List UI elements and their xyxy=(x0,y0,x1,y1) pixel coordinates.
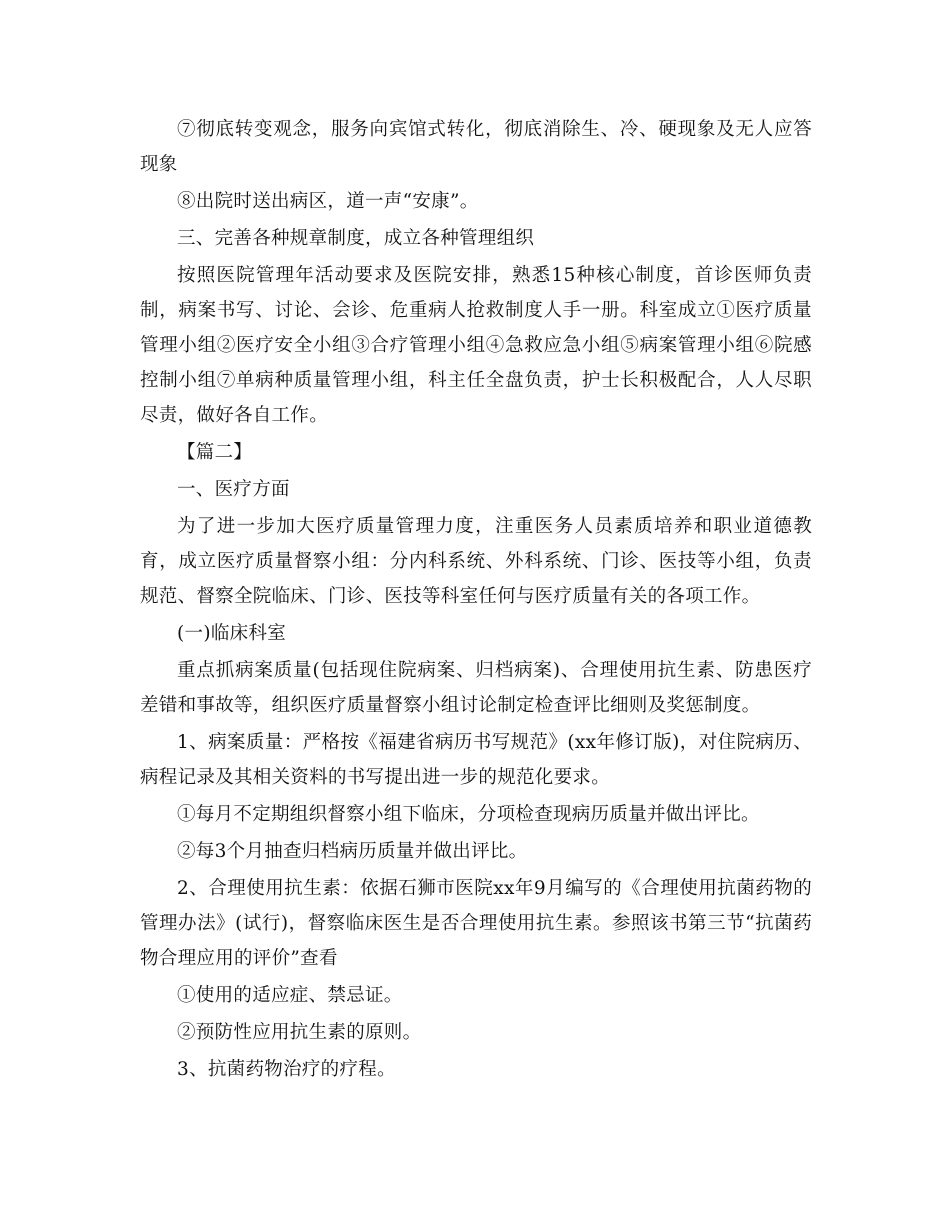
paragraph: 为了进一步加大医疗质量管理力度，注重医务人员素质培养和职业道德教育，成立医疗质量督察小组：分内科系统、外科系统、门诊、医技等小组，负责规范、督察全院临床、门诊、医技等科室任何与医疗质量有关的各项工作。 xyxy=(140,516,812,607)
section-heading: 三、完善各种规章制度，成立各种管理组织 xyxy=(177,228,535,249)
paragraph: 按照医院管理年活动要求及医院安排，熟悉15种核心制度，首诊医师负责制，病案书写、讨论、会诊、危重病人抢救制度人手一册。科室成立①医疗质量管理小组②医疗安全小组③合疗管理小组④急救应急小组⑤病案管理小组⑥院感控制小组⑦单病种质量管理小组，科主任全盘负责，护士长积极配合，人人尽职尽责，做好各自工作。 xyxy=(140,265,812,426)
paragraph: ⑧出院时送出病区，道一声“安康”。 xyxy=(177,191,479,212)
section-heading: 一、医疗方面 xyxy=(177,479,290,500)
list-item: 3、抗菌药物治疗的疗程。 xyxy=(177,1059,396,1080)
list-item: ①每月不定期组织督察小组下临床，分项检查现病历质量并做出评比。 xyxy=(177,804,760,825)
paragraph: 1、病案质量：严格按《福建省病历书写规范》(xx年修订版)，对住院病历、病程记录及其相关资料的书写提出进一步的规范化要求。 xyxy=(140,732,812,788)
paragraph: 2、合理使用抗生素：依据石狮市医院xx年9月编写的《合理使用抗菌药物的管理办法》(试行)，督察临床医生是否合理使用抗生素。参照该书第三节“抗菌药物合理应用的评价”查看 xyxy=(140,878,812,969)
list-item: ①使用的适应症、禁忌证。 xyxy=(177,985,403,1006)
paragraph: 重点抓病案质量(包括现住院病案、归档病案)、合理使用抗生素、防患医疗差错和事故等，组织医疗质量督察小组讨论制定检查评比细则及奖惩制度。 xyxy=(140,660,812,716)
list-item: ②预防性应用抗生素的原则。 xyxy=(177,1022,422,1043)
paragraph: ⑦彻底转变观念，服务向宾馆式转化，彻底消除生、冷、硬现象及无人应答现象 xyxy=(140,119,812,175)
subsection-heading: (一)临床科室 xyxy=(177,623,287,644)
section-title: 【篇二】 xyxy=(177,442,253,463)
document-page xyxy=(140,112,812,1089)
list-item: ②每3个月抽查归档病历质量并做出评比。 xyxy=(177,841,528,862)
